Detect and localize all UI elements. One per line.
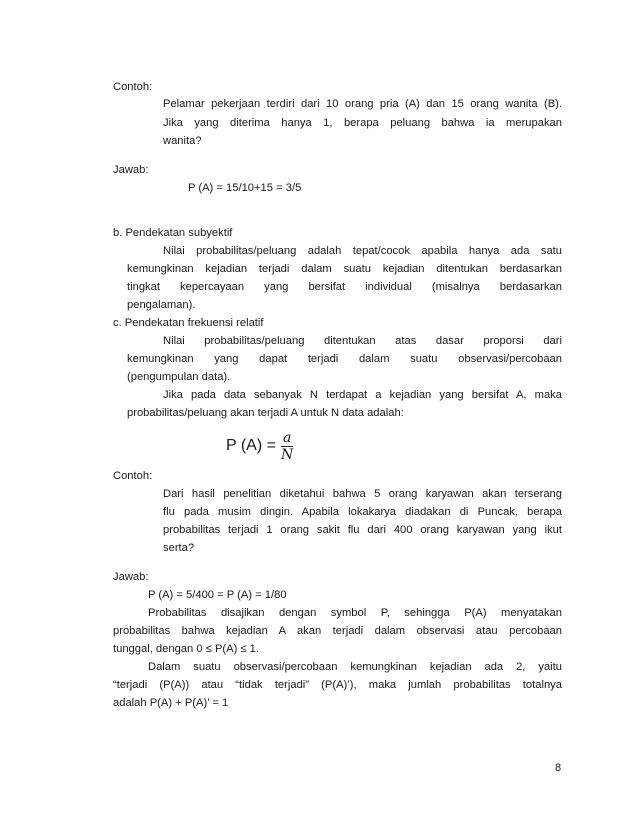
paragraph-line: probabilitas/peluang akan terjadi A untuk N data adalah: [127,407,404,419]
contoh-text-line: Jika yang diterima hanya 1, berapa peluang bahwa ia merupakan [163,117,562,129]
paragraph-line: Jika pada data sebanyak N terdapat a kejadian yang bersifat A, maka [163,389,562,401]
probability-formula [226,426,293,466]
paragraph-line: “terjadi (P(A)) atau “tidak terjadi” (P(A)’), maka jumlah probabilitas totalnya [113,679,562,691]
contoh-text-line: probabilitas terjadi 1 orang sakit flu dari 400 orang karyawan yang ikut [163,524,562,536]
jawab-label: Jawab: [113,571,149,583]
formula-fraction [281,430,293,463]
paragraph-line: tingkat kepercayaan yang bersifat individual (misalnya berdasarkan [127,281,562,293]
paragraph-line: Dalam suatu observasi/percobaan kemungkinan kejadian ada 2, yaitu [148,661,562,673]
paragraph-line: tunggal, dengan 0 ≤ P(A) ≤ 1. [113,643,260,655]
paragraph-line: probabilitas bahwa kejadian A akan terjadi dalam observasi atau percobaan [113,625,562,637]
contoh-label: Contoh: [113,470,153,482]
contoh-text-line: flu pada musim dingin. Apabila lokakarya diadakan di Puncak, berapa [163,506,562,518]
paragraph-line: (pengumpulan data). [127,371,231,383]
paragraph-line: Nilai probabilitas/peluang ditentukan atas dasar proporsi dari [163,335,562,347]
contoh-text-line: Pelamar pekerjaan terdiri dari 10 orang pria (A) dan 15 orang wanita (B). [163,98,562,110]
answer-formula: P (A) = 15/10+15 = 3/5 [188,182,302,194]
answer-formula: P (A) = 5/400 = P (A) = 1/80 [148,589,287,601]
jawab-label: Jawab: [113,164,149,176]
contoh-text-line: wanita? [163,135,202,147]
contoh-text-line: Dari hasil penelitian diketahui bahwa 5 orang karyawan akan terserang [163,488,562,500]
contoh-text-line: serta? [163,542,195,554]
paragraph-line: Nilai probabilitas/peluang adalah tepat/cocok apabila hanya ada satu [163,245,562,257]
paragraph-line: pengalaman). [127,299,196,311]
section-heading: c. Pendekatan frekuensi relatif [113,317,264,329]
paragraph-line: Probabilitas disajikan dengan symbol P, sehingga P(A) menyatakan [148,607,562,619]
paragraph-line: adalah P(A) + P(A)’ = 1 [113,697,229,709]
paragraph-line: kemungkinan yang dapat terjadi dalam suatu observasi/percobaan [127,353,562,365]
formula-lhs: P (A) = [226,437,276,454]
formula-denominator: N [281,446,294,463]
paragraph-line: kemungkinan kejadian terjadi dalam suatu kejadian ditentukan berdasarkan [127,263,562,275]
page-number: 8 [555,762,562,774]
section-heading: b. Pendekatan subyektif [113,227,233,239]
contoh-label: Contoh: [113,81,153,93]
formula-numerator: a [282,429,292,446]
